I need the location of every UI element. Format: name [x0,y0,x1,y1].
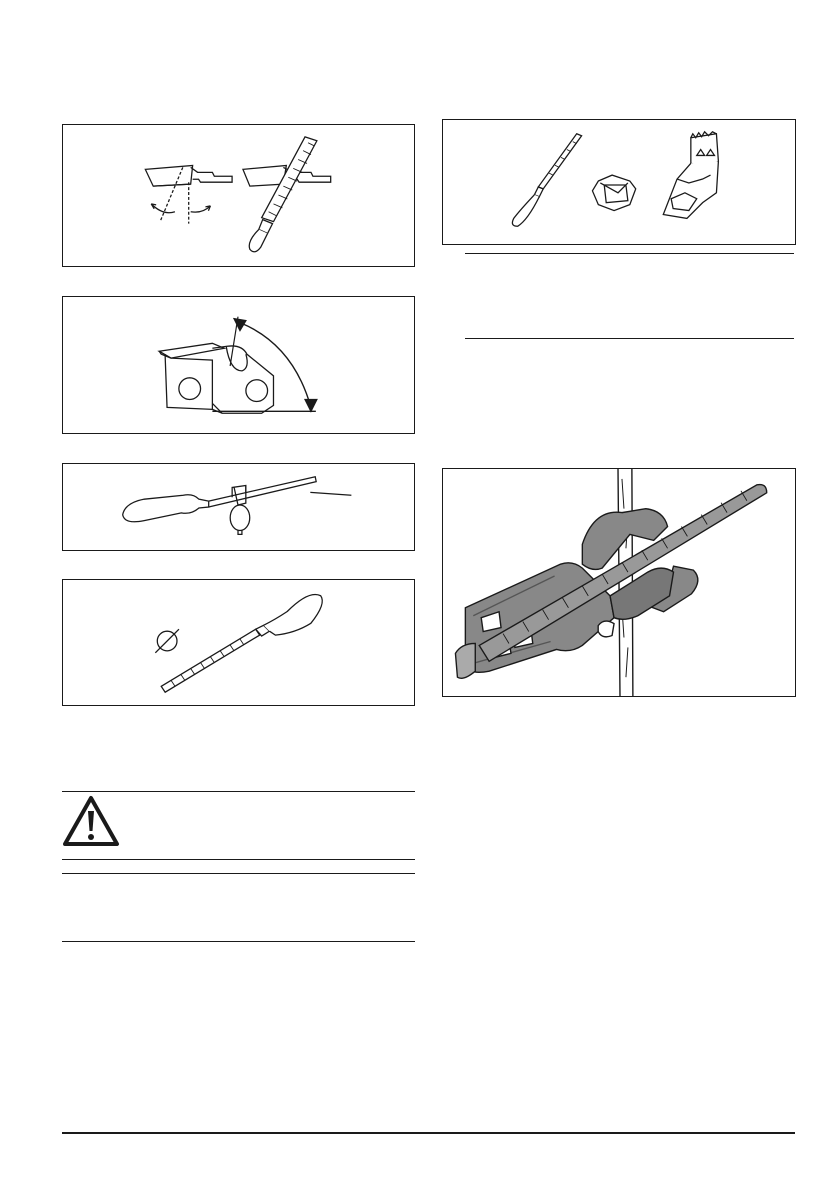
filing-angle-illustration [63,125,414,266]
top-plate-angle-illustration [63,297,414,433]
file-diameter-illustration [63,580,414,705]
figure-tool-kit [442,119,796,245]
tool-kit-illustration [443,120,795,244]
figure-top-plate-angle [62,296,415,434]
file-guide-illustration [443,469,795,696]
figure-filing-angle [62,124,415,267]
figure-file-diameter [62,579,415,706]
note-top-rule [465,253,794,254]
footer-rule [62,1132,795,1134]
figure-file-holder [62,463,415,551]
warning-bottom-rule [62,859,415,860]
note-bottom-rule [465,338,794,339]
caution-top-rule [62,873,415,874]
file-holder-illustration [63,464,414,550]
figure-file-guide-on-chain [442,468,796,697]
warning-top-rule [62,791,415,792]
warning-triangle-icon [62,795,120,847]
caution-bottom-rule [62,941,415,942]
